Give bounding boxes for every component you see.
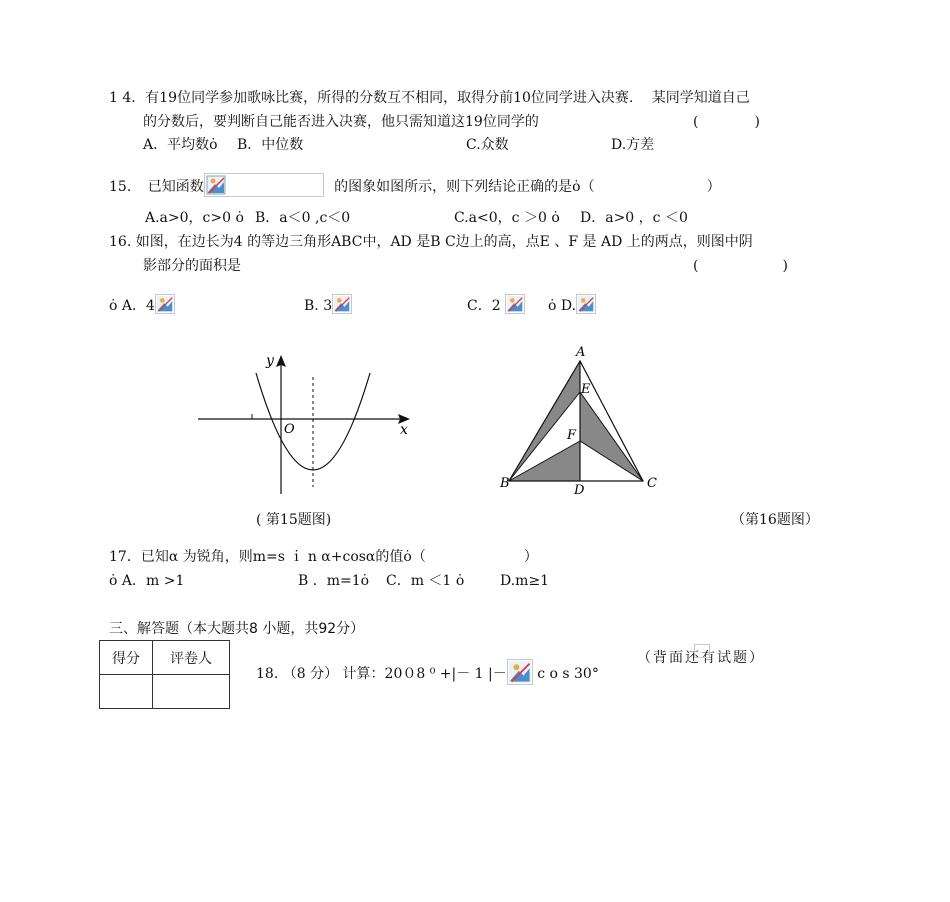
origin-label: O xyxy=(284,422,295,437)
q16-stem-line2: 影部分的面积是 xyxy=(143,258,241,274)
q15-option-d: D．a>0 ，c ＜0 xyxy=(580,210,688,226)
label-c: C xyxy=(647,476,657,491)
q14-option-c: C.众数 xyxy=(466,137,509,153)
q14-option-d: D.方差 xyxy=(611,137,655,153)
q16-option-d: ȯ D. xyxy=(548,294,596,315)
figure-16-caption: （第16题图） xyxy=(731,512,819,528)
q16-answer-paren: ( ) xyxy=(693,258,788,274)
score-table xyxy=(99,640,230,709)
q16-number: 16. xyxy=(109,234,132,250)
q14-option-a: A．平均数ȯ xyxy=(143,137,218,153)
y-axis-label: y xyxy=(266,353,274,369)
q18-tail: c o s 30° xyxy=(537,666,599,682)
q18-number: 18. xyxy=(256,666,279,682)
q18-stem xyxy=(256,659,599,685)
q14-option-b: B．中位数 xyxy=(237,137,304,153)
option-b-formula-image xyxy=(332,294,352,314)
q15-number: 15. xyxy=(109,179,132,195)
q15-stem-a: 已知函数 xyxy=(147,179,204,195)
q16-option-a: ȯ A．4 xyxy=(109,294,175,315)
corner-image-icon xyxy=(694,644,710,658)
q14-stem-line2: 的分数后，要判断自己能否进入决赛，他只需知道这19位同学的 xyxy=(143,114,539,130)
q17-answer-paren: （ ） xyxy=(411,549,538,565)
q15-stem-b: 的图象如图所示，则下列结论正确的是 xyxy=(334,179,573,195)
q17-number: 17． xyxy=(109,549,141,565)
q17-stem: 17．已知α 为锐角，则m=s ｉ n α+cosα的值ȯ（ ） xyxy=(109,549,538,565)
q14-number: 1 4． xyxy=(109,90,146,106)
grader-header: 评卷人 xyxy=(153,641,230,675)
q15-answer-paren: （ ） xyxy=(580,179,721,195)
option-c-formula-image xyxy=(505,294,525,314)
q17-option-c: C．m ＜1 ȯ xyxy=(386,573,465,589)
q16-stem-line1: 如图，在边长为4 的等边三角形ABC中，AD 是B C边上的高，点E 、F 是 AD 上的两点，则图中阴 xyxy=(135,234,753,250)
x-axis-label: x xyxy=(400,422,408,438)
q15-option-c: C.a<0，c ＞0 ȯ xyxy=(454,210,560,226)
q16-option-c: C．2 xyxy=(467,294,525,315)
q17-option-a: ȯ A．m >1 xyxy=(109,573,185,589)
option-d-formula-image xyxy=(576,294,596,314)
label-d: D xyxy=(574,483,585,498)
figure-16-triangle xyxy=(495,340,670,500)
q15-option-a: A.a>0，c>0 ȯ xyxy=(145,210,244,226)
q17-stem-text: 已知α 为锐角，则m=s ｉ n α+cosα的值 xyxy=(140,549,404,565)
label-f: F xyxy=(567,428,577,443)
q18-formula-image xyxy=(507,659,533,685)
q15-option-b: B．a＜0 ,c＜0 xyxy=(255,210,351,226)
q15-stem: 15. 已知函数 的图象如图所示，则下列结论正确的是ȯ（ ） xyxy=(109,173,721,197)
grader-cell[interactable] xyxy=(153,675,230,709)
q17-option-b: B ．m=1ȯ xyxy=(298,573,370,589)
q14-line1 xyxy=(109,89,750,107)
q14-answer-paren: ( ) xyxy=(693,114,760,130)
q18-points: （8 分） xyxy=(282,666,339,682)
score-cell[interactable] xyxy=(100,675,153,709)
q17-option-d: D.m≥1 xyxy=(500,573,550,589)
q16-line1 xyxy=(109,233,753,251)
function-formula-image xyxy=(204,173,324,197)
q16-option-b: B. 3 xyxy=(304,294,352,315)
figure-15-caption: ( 第15题图) xyxy=(256,512,332,528)
option-a-formula-image xyxy=(155,294,175,314)
q18-stem-text: 计算：20０8 ⁰ +|－ 1 |－ xyxy=(342,666,507,682)
q14-stem-line1: 有19位同学参加歌咏比赛，所得的分数互不相同，取得分前10位同学进入决赛. 某同学知道自己 xyxy=(145,90,750,106)
label-b: B xyxy=(500,476,510,491)
section-3-title: 三、解答题（本大题共8 小题，共92分） xyxy=(109,621,365,637)
figure-15-parabola xyxy=(190,345,420,500)
label-e: E xyxy=(581,382,591,397)
label-a: A xyxy=(576,345,586,360)
score-header: 得分 xyxy=(100,641,153,675)
q18-note: （背面还有试题） xyxy=(637,650,765,666)
